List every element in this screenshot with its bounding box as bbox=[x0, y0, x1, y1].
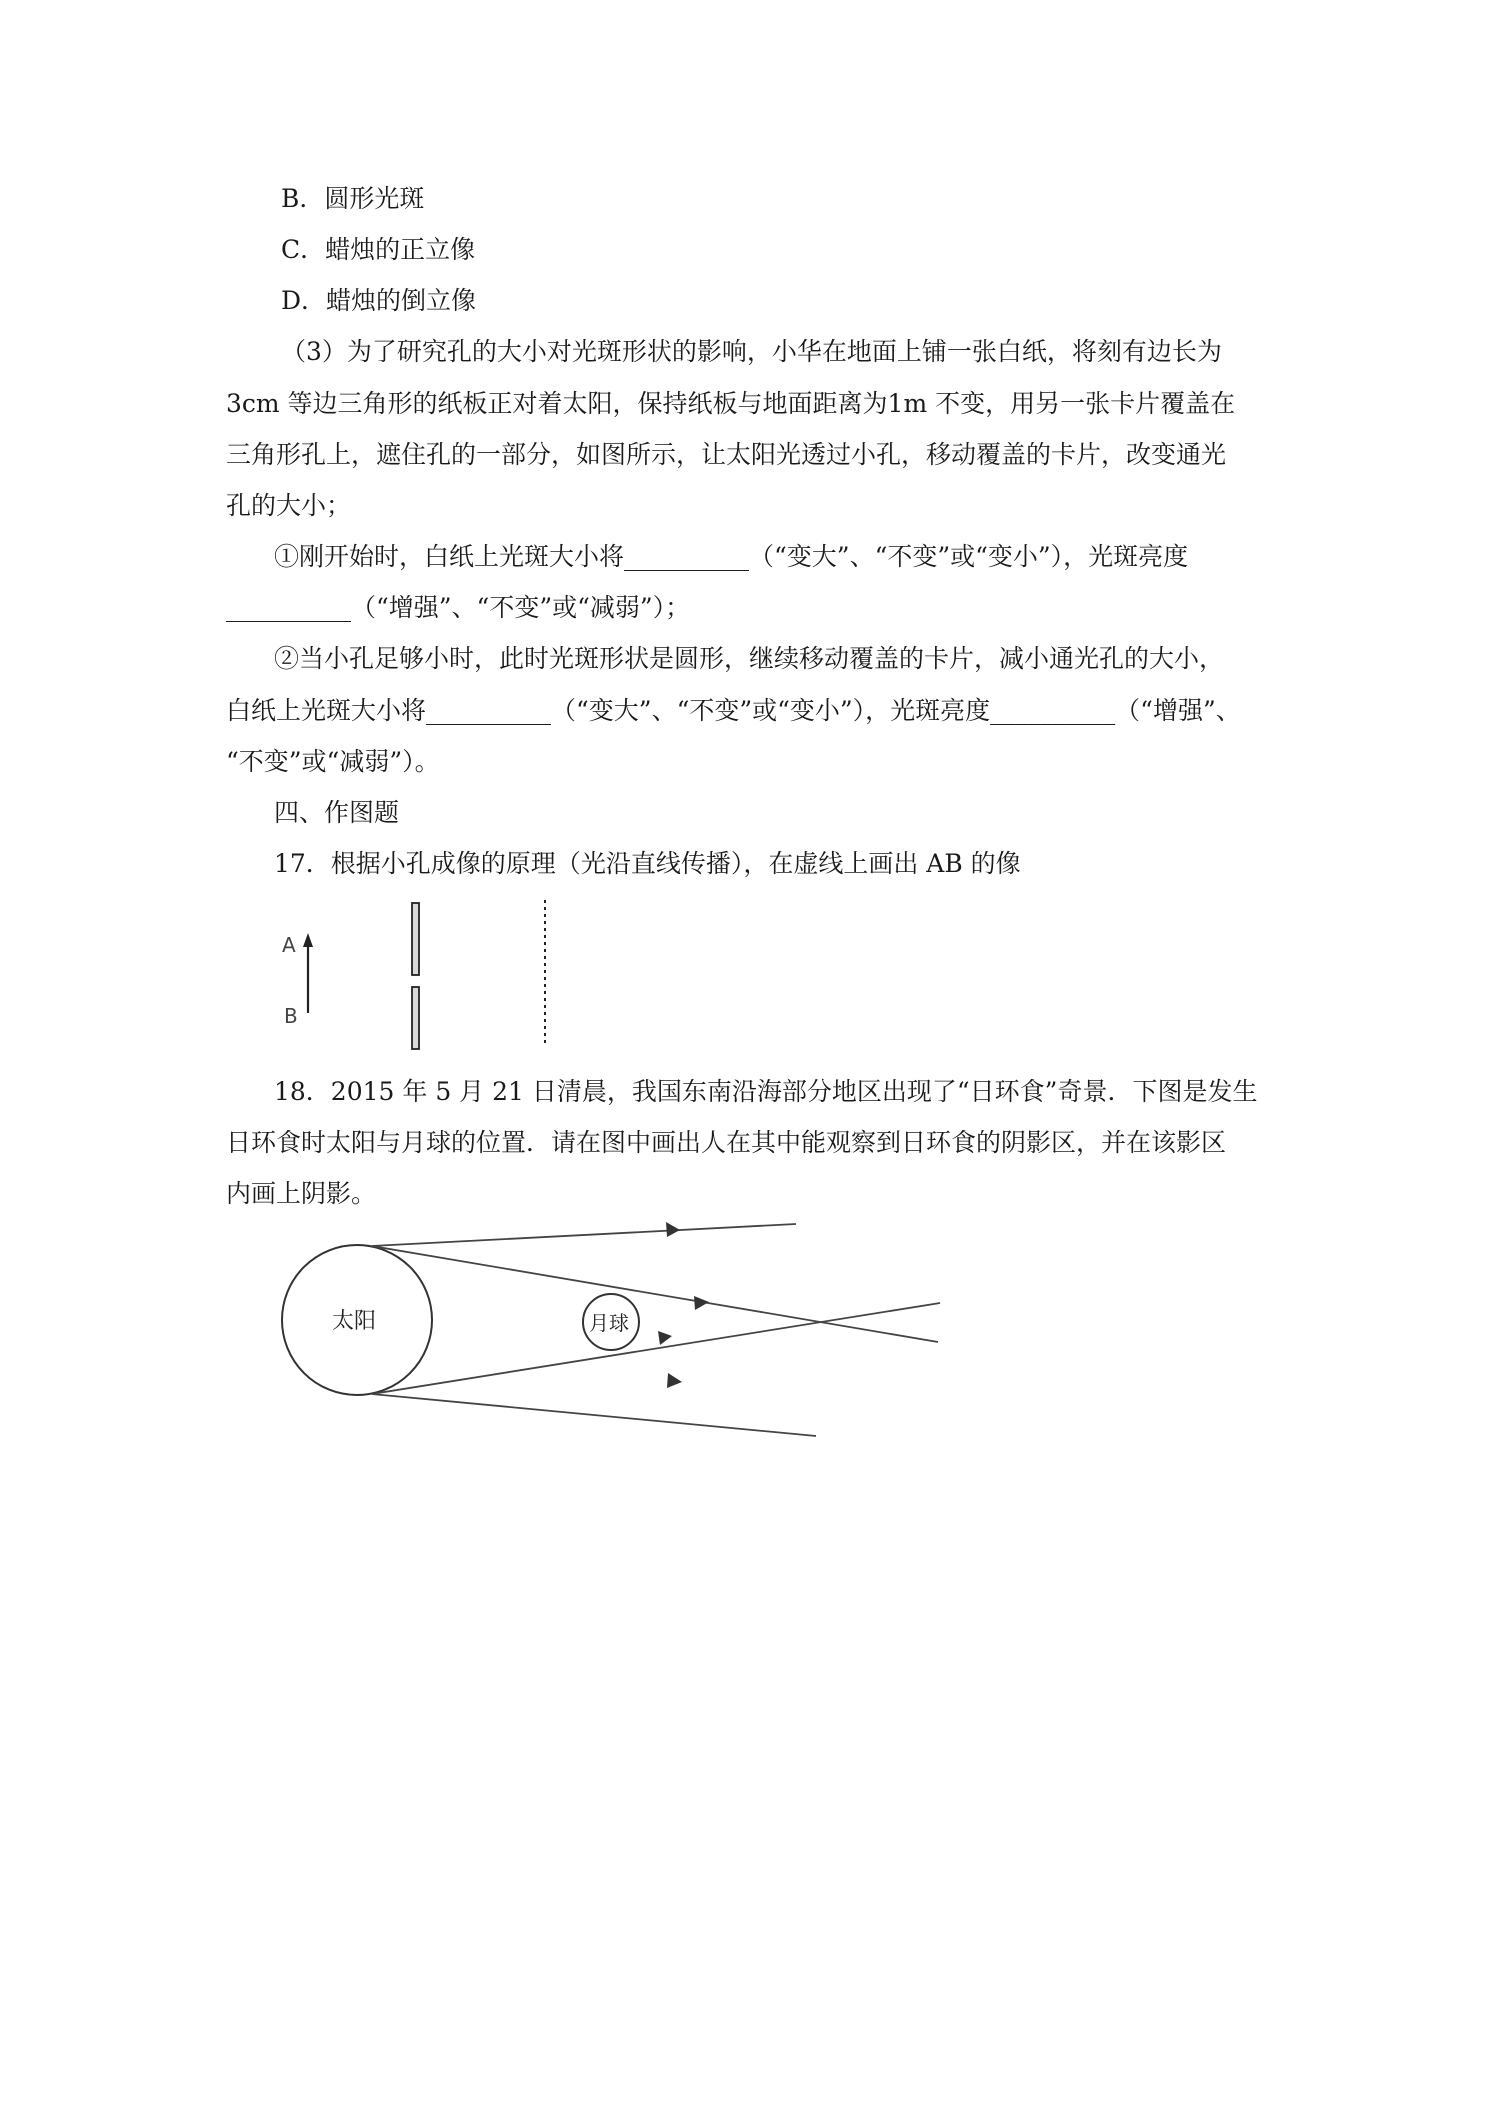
ray-top-inner bbox=[372, 1246, 938, 1342]
q18-line-1: 18．2015 年 5 月 21 日清晨，我国东南沿海部分地区出现了“日环食”奇景．下图是发生 bbox=[274, 1077, 1258, 1106]
option-c: C．蜡烛的正立像 bbox=[281, 235, 476, 264]
arrow-1 bbox=[666, 1222, 680, 1237]
q17-text: 17．根据小孔成像的原理（光沿直线传播），在虚线上画出 AB 的像 bbox=[274, 849, 1021, 878]
arrow-3 bbox=[658, 1331, 672, 1345]
q3-line-4: 孔的大小； bbox=[226, 491, 352, 520]
q3-line-3: 三角形孔上，遮住孔的一部分，如图所示，让太阳光透过小孔，移动覆盖的卡片，改变通光 bbox=[226, 440, 1227, 469]
ray-top-outer bbox=[372, 1224, 796, 1246]
option-b: B．圆形光斑 bbox=[281, 184, 425, 213]
q3-line-2: 3cm 等边三角形的纸板正对着太阳，保持纸板与地面距离为1m 不变，用另一张卡片覆盖在 bbox=[226, 389, 1236, 418]
sun-label: 太阳 bbox=[332, 1309, 377, 1334]
arrow-4 bbox=[667, 1373, 682, 1388]
moon-label: 月球 bbox=[589, 1311, 629, 1335]
option-d: D．蜡烛的倒立像 bbox=[281, 286, 477, 315]
q3-sub2-line-2: 白纸上光斑大小将__________（“变大”、“不变”或“变小”），光斑亮度__________（“增强”、 bbox=[226, 696, 1241, 725]
section-heading: 四、作图题 bbox=[274, 798, 400, 827]
q3-sub2-line-3: “不变”或“减弱”）。 bbox=[226, 747, 440, 776]
label-a: A bbox=[282, 933, 296, 957]
q3-sub1-line-1: ①刚开始时，白纸上光斑大小将__________（“变大”、“不变”或“变小”），光斑亮度 bbox=[274, 542, 1189, 571]
ray-bottom-inner bbox=[372, 1303, 940, 1394]
label-b: B bbox=[284, 1004, 298, 1028]
q3-line-1: （3）为了研究孔的大小对光斑形状的影响，小华在地面上铺一张白纸，将刻有边长为 bbox=[281, 337, 1222, 366]
q3-sub1-line-2: __________（“增强”、“不变”或“减弱”）； bbox=[226, 593, 691, 622]
q18-line-3: 内画上阴影。 bbox=[226, 1179, 377, 1208]
q18-line-2: 日环食时太阳与月球的位置．请在图中画出人在其中能观察到日环食的阴影区，并在该影区 bbox=[226, 1128, 1227, 1157]
q3-sub2-line-1: ②当小孔足够小时，此时光斑形状是圆形，继续移动覆盖的卡片，减小通光孔的大小， bbox=[274, 644, 1225, 673]
ray-bottom-outer bbox=[372, 1394, 816, 1436]
arrow-2 bbox=[694, 1296, 709, 1310]
